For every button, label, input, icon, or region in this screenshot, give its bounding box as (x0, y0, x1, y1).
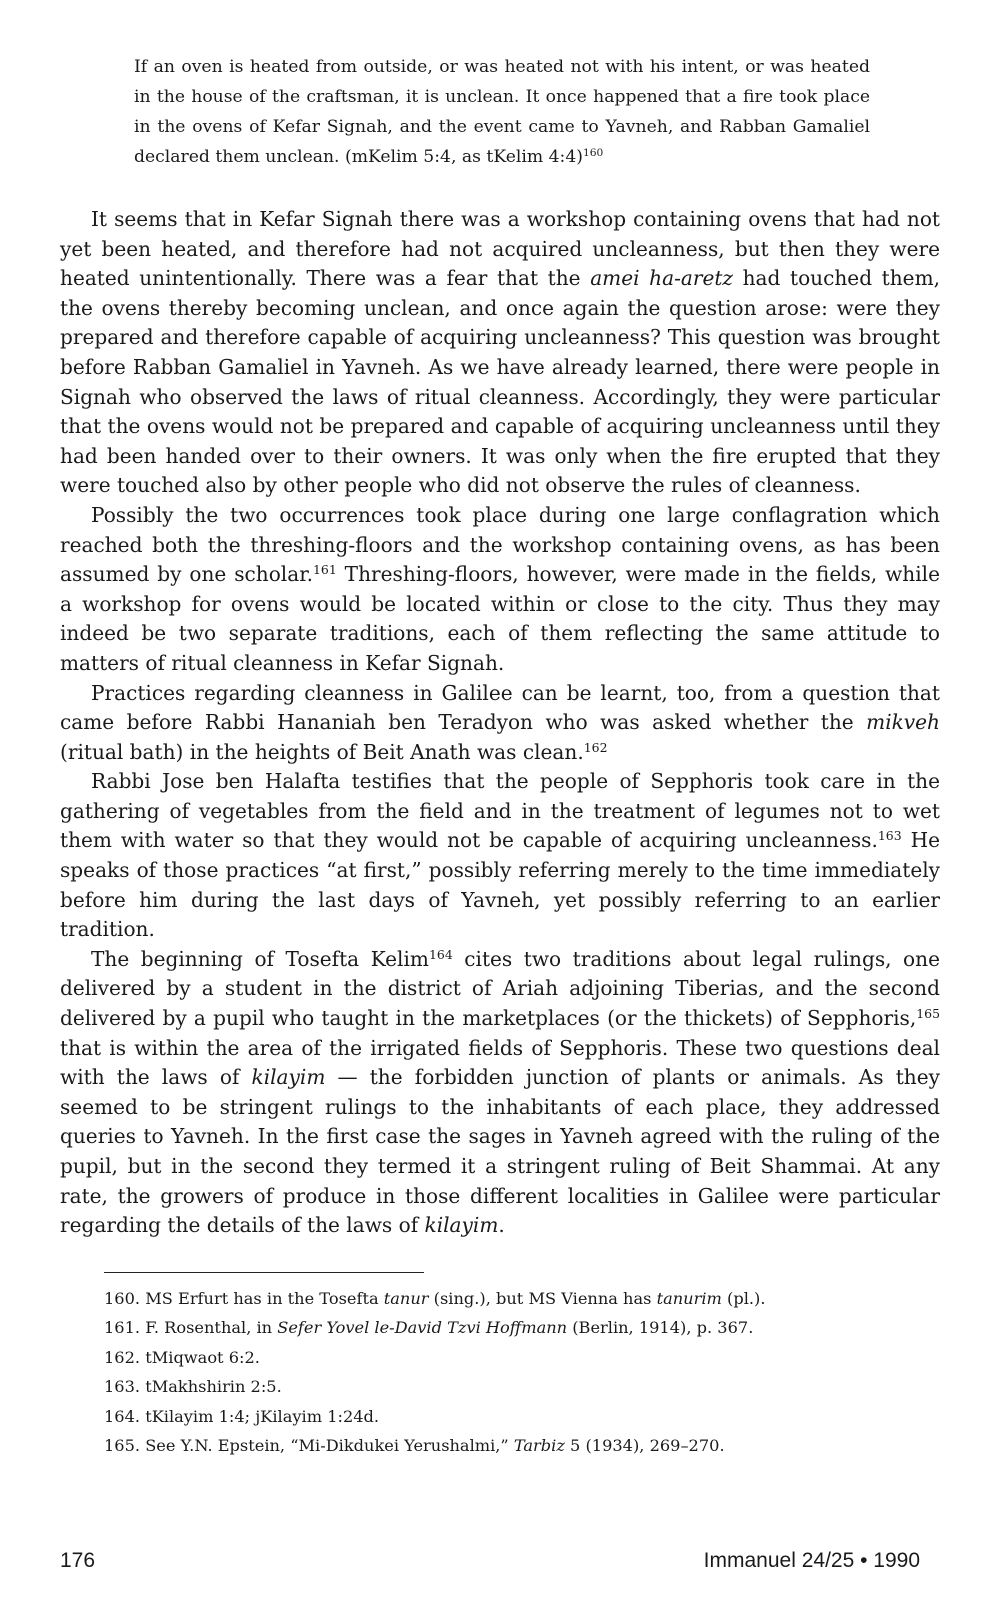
italic-term: Sefer Yovel le-David Tzvi Hoffmann (277, 1318, 568, 1338)
italic-term: amei ha-aretz (590, 266, 733, 291)
journal-citation: Immanuel 24/25 • 1990 (703, 1549, 920, 1572)
footnote-ref: 164 (428, 947, 453, 962)
italic-term: kilayim (424, 1213, 499, 1238)
text-run: . (498, 1213, 505, 1238)
paragraph-2 (60, 501, 940, 679)
text-run: Practices regarding cleanness in Galilee can be learnt, too, from a question that came before Rabbi Hananiah ben Teradyon who was asked whether the (60, 680, 940, 735)
italic-term: tanurim (656, 1289, 722, 1308)
text-run: Rabbi Jose ben Halafta testifies that the people of Sepphoris took care in the gathering of vegetables from the field and in the treatment of legumes not to wet them with water so that they would not be capable of acquiring uncleanness. (60, 769, 940, 853)
text-run: had touched them, the ovens thereby becoming unclean, and once again the question arose: were they prepared and therefore capable of acquiring uncleanness? This question was brought before Rabban Gamaliel in Yavneh. As we have already learned, there were people in Signah who observed the laws of ritual cleanness. Accordingly, they were particular that the ovens would not be prepared and capable of acquiring uncleanness until they had been handed over to their owners. It was only when the fire erupted that they were touched also by other people who did not observe the rules of cleanness. (60, 266, 941, 498)
text-run: 163. tMakhshirin 2:5. (104, 1377, 282, 1397)
footnote-ref: 160 (583, 146, 604, 160)
text-run: (pl.). (721, 1289, 766, 1308)
quote-text: If an oven is heated from outside, or was heated not with his intent, or was heated in the house of the craftsman, it is unclean. It once happened that a fire took place in the ovens of Kefar Signah, and the event came to Yavneh, and Rabban Gamaliel declared them unclean. (mKelim 5:4, as tKelim 4:4) (134, 57, 870, 167)
text-run: 164. tKilayim 1:4; jKilayim 1:24d. (104, 1406, 380, 1426)
text-run: (sing.), but MS Vienna has (428, 1289, 657, 1308)
paragraph-4 (60, 767, 940, 945)
text-run: Possibly the two occurrences took place during one large conflagration which reached both the threshing-floors and the workshop containing ovens, as has been assumed by one scholar. (60, 502, 940, 587)
footnote-ref: 165 (916, 1006, 940, 1022)
footnote-160 (104, 1284, 904, 1313)
body-text (60, 205, 940, 1241)
text-run: It seems that in Kefar Signah there was a workshop containing ovens that had not yet been heated, and therefore had not acquired uncleanness, but then they were heated unintentionally. There was a fear that the (60, 207, 940, 291)
italic-term: Tarbiz (513, 1436, 565, 1456)
text-run: (ritual bath) in the heights of Beit Anath was clean. (60, 739, 584, 764)
footnote-163 (104, 1372, 904, 1401)
footnote-ref: 162 (583, 739, 608, 755)
text-run: He speaks of those practices “at first,” possibly referring merely to the time immediately before him during the last days of Yavneh, yet possibly referring to an earlier tradition. (60, 828, 940, 942)
footnote-164 (104, 1402, 904, 1431)
paragraph-5 (60, 945, 940, 1241)
text-run: The beginning of Tosefta Kelim (91, 946, 429, 971)
text-run: 160. MS Erfurt has in the Tosefta (104, 1289, 384, 1308)
footnote-ref: 161 (313, 562, 337, 578)
italic-term: mikveh (866, 710, 940, 735)
text-run: 165. See Y.N. Epstein, “Mi-Dikdukei Yerushalmi,” (104, 1436, 514, 1456)
text-run: cites two traditions about legal rulings, one delivered by a student in the district of Ariah adjoining Tiberias, and the second delivered by a pupil who taught in the marketplaces (or the thickets) of Sepphoris, (60, 946, 940, 1031)
footnote-165 (104, 1431, 904, 1460)
footnote-divider (104, 1272, 424, 1273)
footnotes-list (104, 1284, 904, 1460)
text-run: Threshing-floors, however, were made in the fields, while a workshop for ovens would be located within or close to the city. Thus they may indeed be two separate traditions, each of them reflecting the same attitude to matters of ritual cleanness in Kefar Signah. (60, 562, 940, 675)
footnote-162 (104, 1343, 904, 1372)
text-run: — the forbidden junction of plants or animals. As they seemed to be stringent rulings to the inhabitants of each place, they addressed queries to Yavneh. In the first case the sages in Yavneh agreed with the ruling of the pupil, but in the second they termed it a stringent ruling of Beit Shammai. At any rate, the growers of produce in those different localities in Galilee were particular regarding the details of the laws of (60, 1065, 940, 1238)
footnote-161 (104, 1313, 904, 1342)
paragraph-3 (60, 679, 940, 768)
italic-term: tanur (383, 1289, 429, 1308)
italic-term: kilayim (251, 1065, 326, 1090)
text-run: that is within the area of the irrigated fields of Sepphoris. These two questions deal with the laws of (60, 1035, 940, 1090)
text-run: 5 (1934), 269–270. (564, 1436, 725, 1456)
footnote-ref: 163 (877, 828, 902, 844)
page-number: 176 (60, 1549, 96, 1572)
paragraph-1 (60, 205, 940, 501)
text-run: 161. F. Rosenthal, in (104, 1318, 278, 1338)
block-quote (134, 52, 870, 172)
text-run: (Berlin, 1914), p. 367. (567, 1318, 754, 1338)
text-run: 162. tMiqwaot 6:2. (104, 1347, 260, 1367)
